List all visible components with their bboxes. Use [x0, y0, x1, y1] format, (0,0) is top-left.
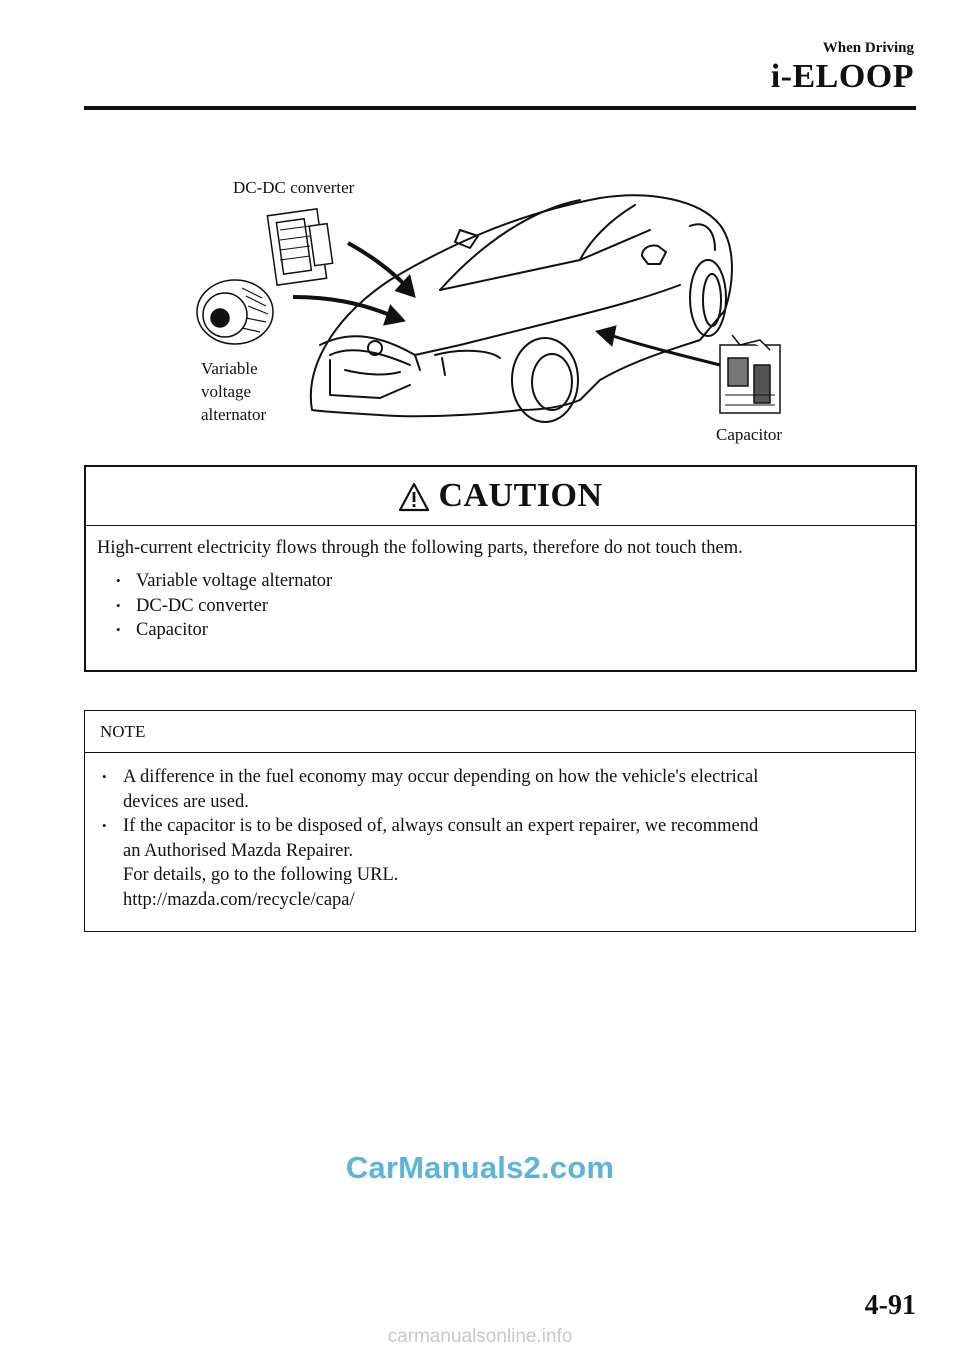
caution-list: [97, 569, 915, 643]
caution-body: [86, 526, 915, 643]
note-line: • If the capacitor is to be disposed of, always consult an expert repairer, we recommend: [123, 816, 759, 836]
caution-intro: High-current electricity flows through the following parts, therefore do not touch them.: [97, 538, 743, 558]
note-body: [85, 753, 915, 912]
caution-box: [84, 465, 917, 672]
car-body-drawing: [311, 195, 732, 416]
caution-list-item: • Capacitor: [97, 618, 915, 643]
car-headlights-drawing: [330, 341, 500, 365]
note-line: devices are used.: [123, 791, 249, 812]
alternator-label-line: Variable: [201, 359, 258, 378]
caution-title: CAUTION: [438, 477, 603, 514]
note-header: [85, 711, 915, 753]
note-title: NOTE: [100, 722, 146, 741]
dcdc-converter-drawing: [267, 209, 332, 285]
recycle-url-link[interactable]: http://mazda.com/recycle/capa/: [123, 889, 355, 910]
note-line: For details, go to the following URL.: [123, 865, 399, 885]
eloop-component-illustration: [180, 170, 820, 455]
watermark-logo: [0, 1150, 960, 1186]
section-title: i-ELOOP: [770, 58, 914, 95]
watermark-text: CarManuals2.com: [345, 1150, 615, 1185]
alternator-label-line: voltage: [201, 382, 252, 401]
capacitor-label: Capacitor: [716, 425, 783, 444]
note-item: [99, 765, 915, 814]
dcdc-converter-label: DC-DC converter: [233, 178, 355, 197]
leader-arrows: [293, 243, 720, 365]
warning-triangle-icon: [398, 482, 430, 512]
alternator-label: [201, 357, 266, 426]
section-label: When Driving: [822, 40, 914, 56]
alternator-drawing: [197, 280, 273, 344]
header-rule: [84, 106, 916, 110]
note-line: • A difference in the fuel economy may occur depending on how the vehicle's electrical: [123, 767, 759, 787]
alternator-label-line: alternator: [201, 405, 267, 424]
footer-site-link[interactable]: carmanualsonline.info: [387, 1326, 573, 1347]
caution-list-item: • DC-DC converter: [97, 594, 915, 619]
caution-list-item: • Variable voltage alternator: [97, 569, 915, 594]
page-number: 4-91: [864, 1290, 916, 1321]
capacitor-drawing: [720, 335, 780, 413]
note-box: [84, 710, 916, 932]
note-line: an Authorised Mazda Repairer.: [123, 840, 354, 861]
note-item: [99, 814, 915, 912]
caution-header: [86, 467, 915, 526]
